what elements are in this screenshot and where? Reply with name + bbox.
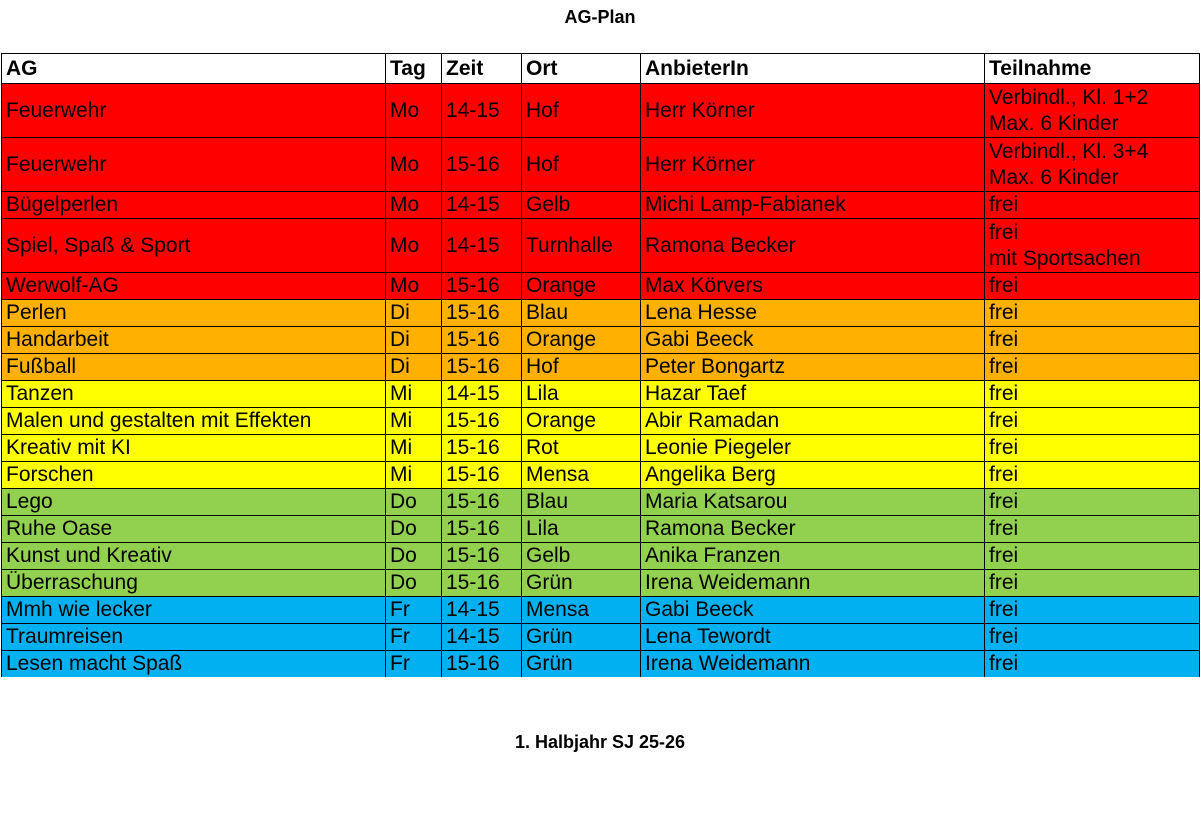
cell-tag: Do	[386, 543, 442, 570]
teilnahme-line: Verbindl., Kl. 3+4	[989, 139, 1149, 163]
cell-anbieterin: Gabi Beeck	[641, 327, 985, 354]
cell-anbieterin: Michi Lamp-Fabianek	[641, 192, 985, 219]
table-row	[2, 462, 1200, 489]
cell-ort: Mensa	[522, 462, 641, 489]
teilnahme-line: frei	[989, 490, 1019, 513]
teilnahme-line: frei	[989, 652, 1019, 675]
cell-zeit: 14-15	[442, 624, 522, 651]
cell-ort: Lila	[522, 381, 641, 408]
cell-tag: Mi	[386, 462, 442, 489]
cell-teilnahme	[985, 543, 1200, 570]
cell-ag: Forschen	[2, 462, 386, 489]
column-header-zeit: Zeit	[442, 54, 522, 84]
cell-anbieterin: Anika Franzen	[641, 543, 985, 570]
cell-zeit: 15-16	[442, 651, 522, 678]
cell-zeit: 15-16	[442, 273, 522, 300]
cell-teilnahme	[985, 192, 1200, 219]
teilnahme-line: frei	[989, 436, 1019, 459]
teilnahme-line: Verbindl., Kl. 1+2	[989, 85, 1149, 109]
cell-ag: Lesen macht Spaß	[2, 651, 386, 678]
cell-anbieterin: Herr Körner	[641, 138, 985, 192]
cell-zeit: 14-15	[442, 84, 522, 138]
teilnahme-line: frei	[989, 463, 1019, 486]
cell-anbieterin: Leonie Piegeler	[641, 435, 985, 462]
cell-zeit: 15-16	[442, 462, 522, 489]
table-row	[2, 84, 1200, 138]
cell-teilnahme	[985, 597, 1200, 624]
cell-ort: Grün	[522, 624, 641, 651]
cell-ag: Spiel, Spaß & Sport	[2, 219, 386, 273]
table-row	[2, 138, 1200, 192]
cell-ag: Kreativ mit KI	[2, 435, 386, 462]
column-header-teilnahme: Teilnahme	[985, 54, 1200, 84]
teilnahme-line: Max. 6 Kinder	[989, 111, 1119, 135]
cell-zeit: 14-15	[442, 219, 522, 273]
cell-teilnahme	[985, 138, 1200, 192]
cell-zeit: 15-16	[442, 354, 522, 381]
column-header-ag: AG	[2, 54, 386, 84]
cell-ag: Mmh wie lecker	[2, 597, 386, 624]
cell-anbieterin: Peter Bongartz	[641, 354, 985, 381]
cell-tag: Di	[386, 327, 442, 354]
cell-zeit: 15-16	[442, 138, 522, 192]
cell-ag: Traumreisen	[2, 624, 386, 651]
teilnahme-line: frei	[989, 571, 1019, 594]
cell-ort: Blau	[522, 300, 641, 327]
table-row	[2, 219, 1200, 273]
teilnahme-line: frei	[989, 544, 1019, 567]
teilnahme-line: frei	[989, 274, 1019, 297]
cell-zeit: 14-15	[442, 597, 522, 624]
cell-anbieterin: Max Körvers	[641, 273, 985, 300]
cell-tag: Di	[386, 300, 442, 327]
column-header-ort: Ort	[522, 54, 641, 84]
semester-footer: 1. Halbjahr SJ 25-26	[514, 732, 686, 752]
cell-ort: Gelb	[522, 543, 641, 570]
cell-ort: Orange	[522, 273, 641, 300]
table-row	[2, 381, 1200, 408]
cell-ort: Hof	[522, 84, 641, 138]
cell-teilnahme	[985, 651, 1200, 678]
column-header-tag: Tag	[386, 54, 442, 84]
cell-teilnahme	[985, 408, 1200, 435]
cell-anbieterin: Hazar Taef	[641, 381, 985, 408]
cell-teilnahme	[985, 354, 1200, 381]
teilnahme-line: frei	[989, 409, 1019, 432]
cell-teilnahme	[985, 624, 1200, 651]
cell-ort: Blau	[522, 489, 641, 516]
cell-ag: Überraschung	[2, 570, 386, 597]
cell-ort: Hof	[522, 354, 641, 381]
table-row	[2, 327, 1200, 354]
teilnahme-line: frei	[989, 625, 1019, 648]
cell-tag: Do	[386, 516, 442, 543]
table-row	[2, 597, 1200, 624]
cell-ag: Feuerwehr	[2, 138, 386, 192]
cell-zeit: 15-16	[442, 300, 522, 327]
teilnahme-line: mit Sportsachen	[989, 246, 1141, 270]
cell-ort: Turnhalle	[522, 219, 641, 273]
cell-zeit: 15-16	[442, 543, 522, 570]
cell-anbieterin: Ramona Becker	[641, 219, 985, 273]
cell-tag: Do	[386, 570, 442, 597]
cell-teilnahme	[985, 327, 1200, 354]
cell-ag: Ruhe Oase	[2, 516, 386, 543]
cell-teilnahme	[985, 489, 1200, 516]
table-row	[2, 354, 1200, 381]
cell-teilnahme	[985, 570, 1200, 597]
cell-tag: Mi	[386, 408, 442, 435]
cell-tag: Mo	[386, 192, 442, 219]
teilnahme-line: frei	[989, 598, 1019, 621]
cell-ort: Hof	[522, 138, 641, 192]
teilnahme-line: frei	[989, 328, 1019, 351]
cell-zeit: 15-16	[442, 570, 522, 597]
cell-ort: Mensa	[522, 597, 641, 624]
cell-anbieterin: Herr Körner	[641, 84, 985, 138]
table-row	[2, 408, 1200, 435]
page-title: AG-Plan	[564, 7, 636, 27]
cell-anbieterin: Irena Weidemann	[641, 570, 985, 597]
table-row	[2, 570, 1200, 597]
table-row	[2, 435, 1200, 462]
column-header-anbieterin: AnbieterIn	[641, 54, 985, 84]
teilnahme-line: frei	[989, 301, 1019, 324]
cell-ag: Malen und gestalten mit Effekten	[2, 408, 386, 435]
ag-plan-table	[1, 53, 1200, 677]
teilnahme-line: frei	[989, 517, 1019, 540]
table-row	[2, 300, 1200, 327]
cell-zeit: 14-15	[442, 381, 522, 408]
cell-anbieterin: Maria Katsarou	[641, 489, 985, 516]
cell-teilnahme	[985, 381, 1200, 408]
cell-tag: Mo	[386, 219, 442, 273]
teilnahme-line: frei	[989, 220, 1019, 244]
cell-ag: Werwolf-AG	[2, 273, 386, 300]
cell-teilnahme	[985, 219, 1200, 273]
cell-ag: Lego	[2, 489, 386, 516]
table-row	[2, 489, 1200, 516]
cell-ort: Grün	[522, 570, 641, 597]
cell-zeit: 15-16	[442, 435, 522, 462]
cell-teilnahme	[985, 84, 1200, 138]
cell-ort: Rot	[522, 435, 641, 462]
cell-teilnahme	[985, 435, 1200, 462]
table-header-row	[2, 54, 1200, 84]
cell-zeit: 15-16	[442, 516, 522, 543]
teilnahme-line: frei	[989, 355, 1019, 378]
cell-anbieterin: Abir Ramadan	[641, 408, 985, 435]
cell-teilnahme	[985, 462, 1200, 489]
table-row	[2, 516, 1200, 543]
cell-ort: Grün	[522, 651, 641, 678]
cell-tag: Fr	[386, 624, 442, 651]
cell-ag: Perlen	[2, 300, 386, 327]
cell-ag: Kunst und Kreativ	[2, 543, 386, 570]
cell-tag: Mo	[386, 138, 442, 192]
table-row	[2, 192, 1200, 219]
cell-tag: Di	[386, 354, 442, 381]
cell-tag: Do	[386, 489, 442, 516]
cell-ort: Gelb	[522, 192, 641, 219]
cell-teilnahme	[985, 273, 1200, 300]
cell-ag: Fußball	[2, 354, 386, 381]
teilnahme-line: frei	[989, 382, 1019, 405]
cell-ag: Tanzen	[2, 381, 386, 408]
cell-teilnahme	[985, 300, 1200, 327]
cell-anbieterin: Ramona Becker	[641, 516, 985, 543]
cell-tag: Mi	[386, 435, 442, 462]
cell-anbieterin: Lena Hesse	[641, 300, 985, 327]
cell-zeit: 15-16	[442, 327, 522, 354]
table-row	[2, 543, 1200, 570]
cell-teilnahme	[985, 516, 1200, 543]
cell-tag: Mo	[386, 84, 442, 138]
cell-zeit: 14-15	[442, 192, 522, 219]
teilnahme-line: Max. 6 Kinder	[989, 165, 1119, 189]
teilnahme-line: frei	[989, 193, 1019, 216]
cell-zeit: 15-16	[442, 408, 522, 435]
table-row	[2, 624, 1200, 651]
cell-ag: Bügelperlen	[2, 192, 386, 219]
cell-ag: Handarbeit	[2, 327, 386, 354]
cell-zeit: 15-16	[442, 489, 522, 516]
cell-ag: Feuerwehr	[2, 84, 386, 138]
cell-tag: Fr	[386, 597, 442, 624]
cell-ort: Orange	[522, 327, 641, 354]
cell-tag: Mi	[386, 381, 442, 408]
cell-anbieterin: Lena Tewordt	[641, 624, 985, 651]
cell-ort: Lila	[522, 516, 641, 543]
cell-anbieterin: Gabi Beeck	[641, 597, 985, 624]
table-row	[2, 651, 1200, 678]
table-row	[2, 273, 1200, 300]
cell-anbieterin: Angelika Berg	[641, 462, 985, 489]
cell-tag: Fr	[386, 651, 442, 678]
cell-tag: Mo	[386, 273, 442, 300]
cell-anbieterin: Irena Weidemann	[641, 651, 985, 678]
cell-ort: Orange	[522, 408, 641, 435]
